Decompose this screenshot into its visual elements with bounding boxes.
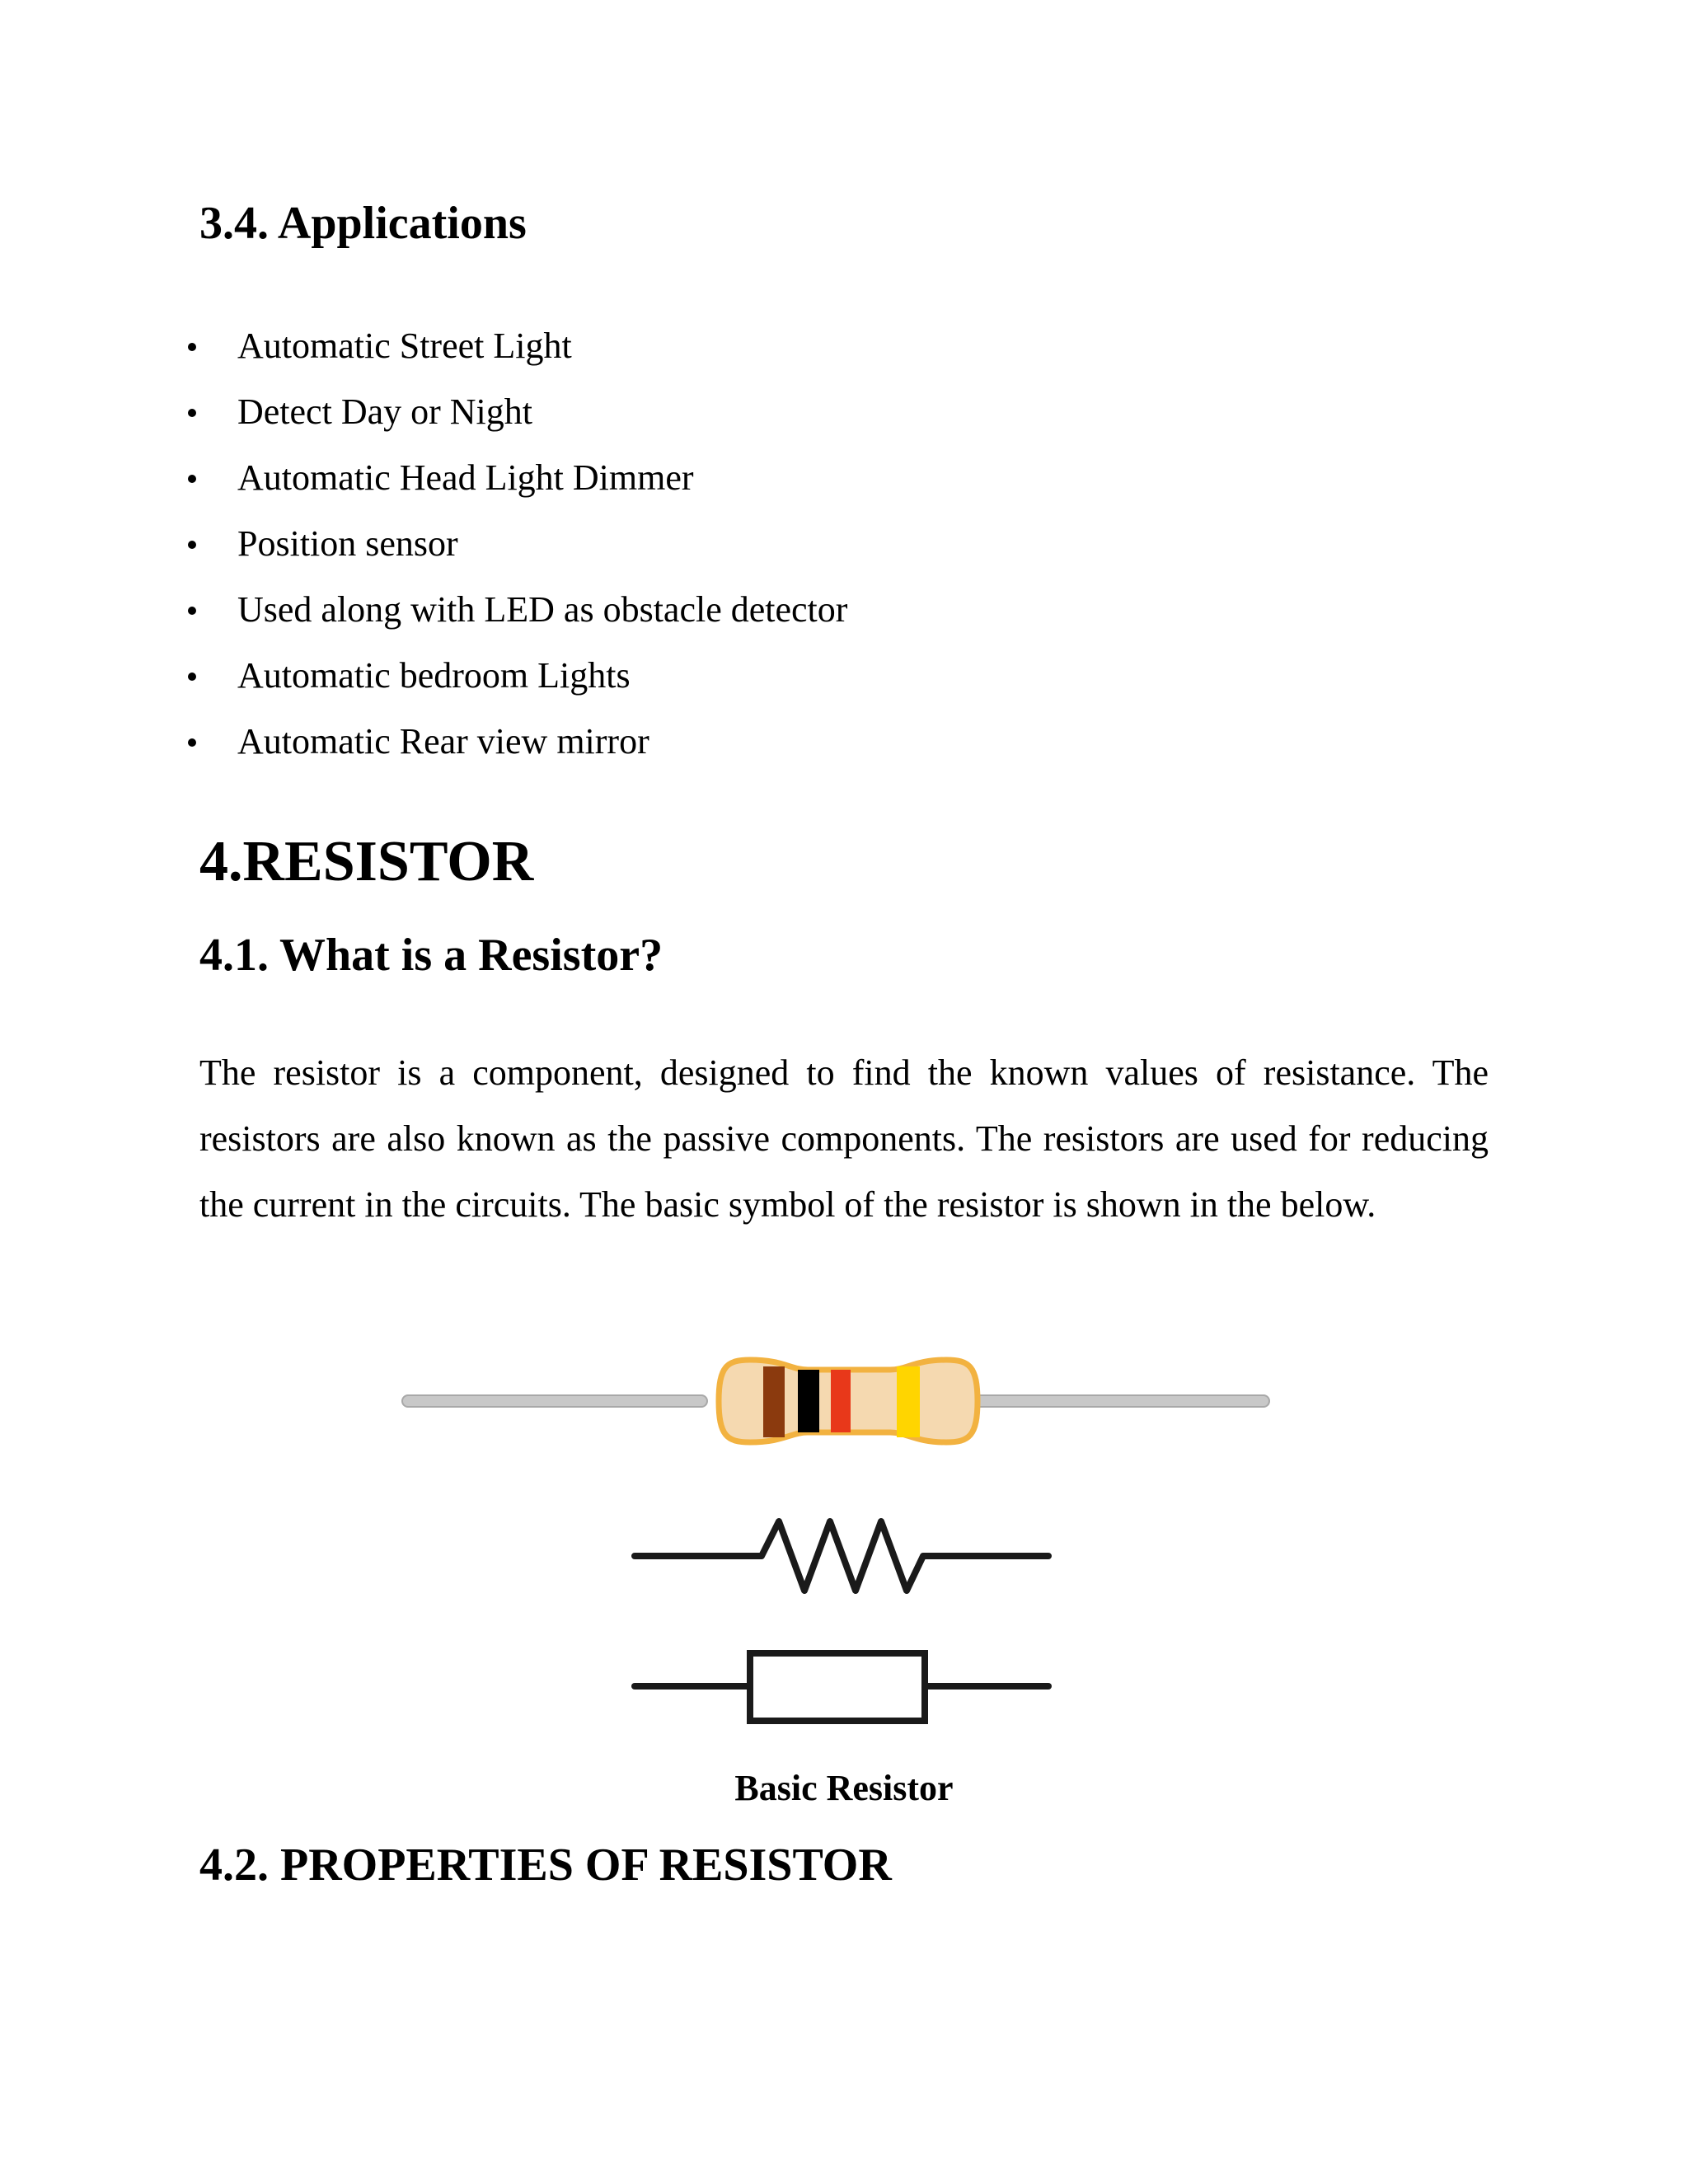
list-item-text: Detect Day or Night	[237, 391, 532, 432]
figure-caption: Basic Resistor	[734, 1768, 954, 1808]
list-item	[175, 709, 847, 775]
bullet-icon	[188, 607, 196, 615]
list-item	[175, 313, 847, 379]
list-item	[175, 577, 847, 643]
list-item-text: Used along with LED as obstacle detector	[237, 589, 848, 630]
resistor-left-lead	[402, 1395, 707, 1407]
bullet-icon	[188, 738, 196, 747]
bullet-icon	[188, 673, 196, 681]
list-item-text: Automatic Street Light	[237, 326, 572, 366]
bullet-icon	[188, 541, 196, 549]
resistor-band-3	[831, 1370, 851, 1432]
chapter-heading-resistor	[199, 827, 533, 897]
resistor-figure	[396, 1343, 1302, 1739]
resistor-box-symbol	[750, 1653, 925, 1721]
resistor-band-4	[897, 1366, 920, 1437]
list-item	[175, 445, 847, 511]
bullet-icon	[188, 343, 196, 351]
section-heading-applications: 3.4. Applications	[199, 198, 527, 249]
bullet-icon	[188, 409, 196, 417]
section-heading-what-is-resistor: 4.1. What is a Resistor?	[199, 930, 663, 981]
list-item	[175, 643, 847, 709]
list-item-text: Automatic Rear view mirror	[237, 721, 649, 762]
resistor-right-lead	[964, 1395, 1269, 1407]
list-item-text: Automatic Head Light Dimmer	[237, 457, 694, 498]
list-item-text: Automatic bedroom Lights	[237, 655, 631, 696]
bullet-icon	[188, 475, 196, 483]
chapter-number: 4.	[199, 830, 243, 893]
list-item	[175, 511, 847, 577]
section-heading-properties: 4.2. PROPERTIES OF RESISTOR	[199, 1840, 892, 1891]
chapter-title: RESISTOR	[242, 830, 534, 893]
list-item	[175, 379, 847, 445]
resistor-band-2	[798, 1370, 819, 1432]
resistor-zigzag-symbol	[635, 1521, 1048, 1591]
resistor-band-1	[763, 1366, 785, 1437]
applications-list	[175, 313, 847, 775]
list-item-text: Position sensor	[237, 523, 458, 564]
resistor-description-paragraph: The resistor is a component, designed to find the known values of resistance. The resistors are also known as the passive components. The resistors are used for reducing the current in the circuits. The basic symbol of the resistor is shown in the below.	[199, 1052, 1489, 1225]
